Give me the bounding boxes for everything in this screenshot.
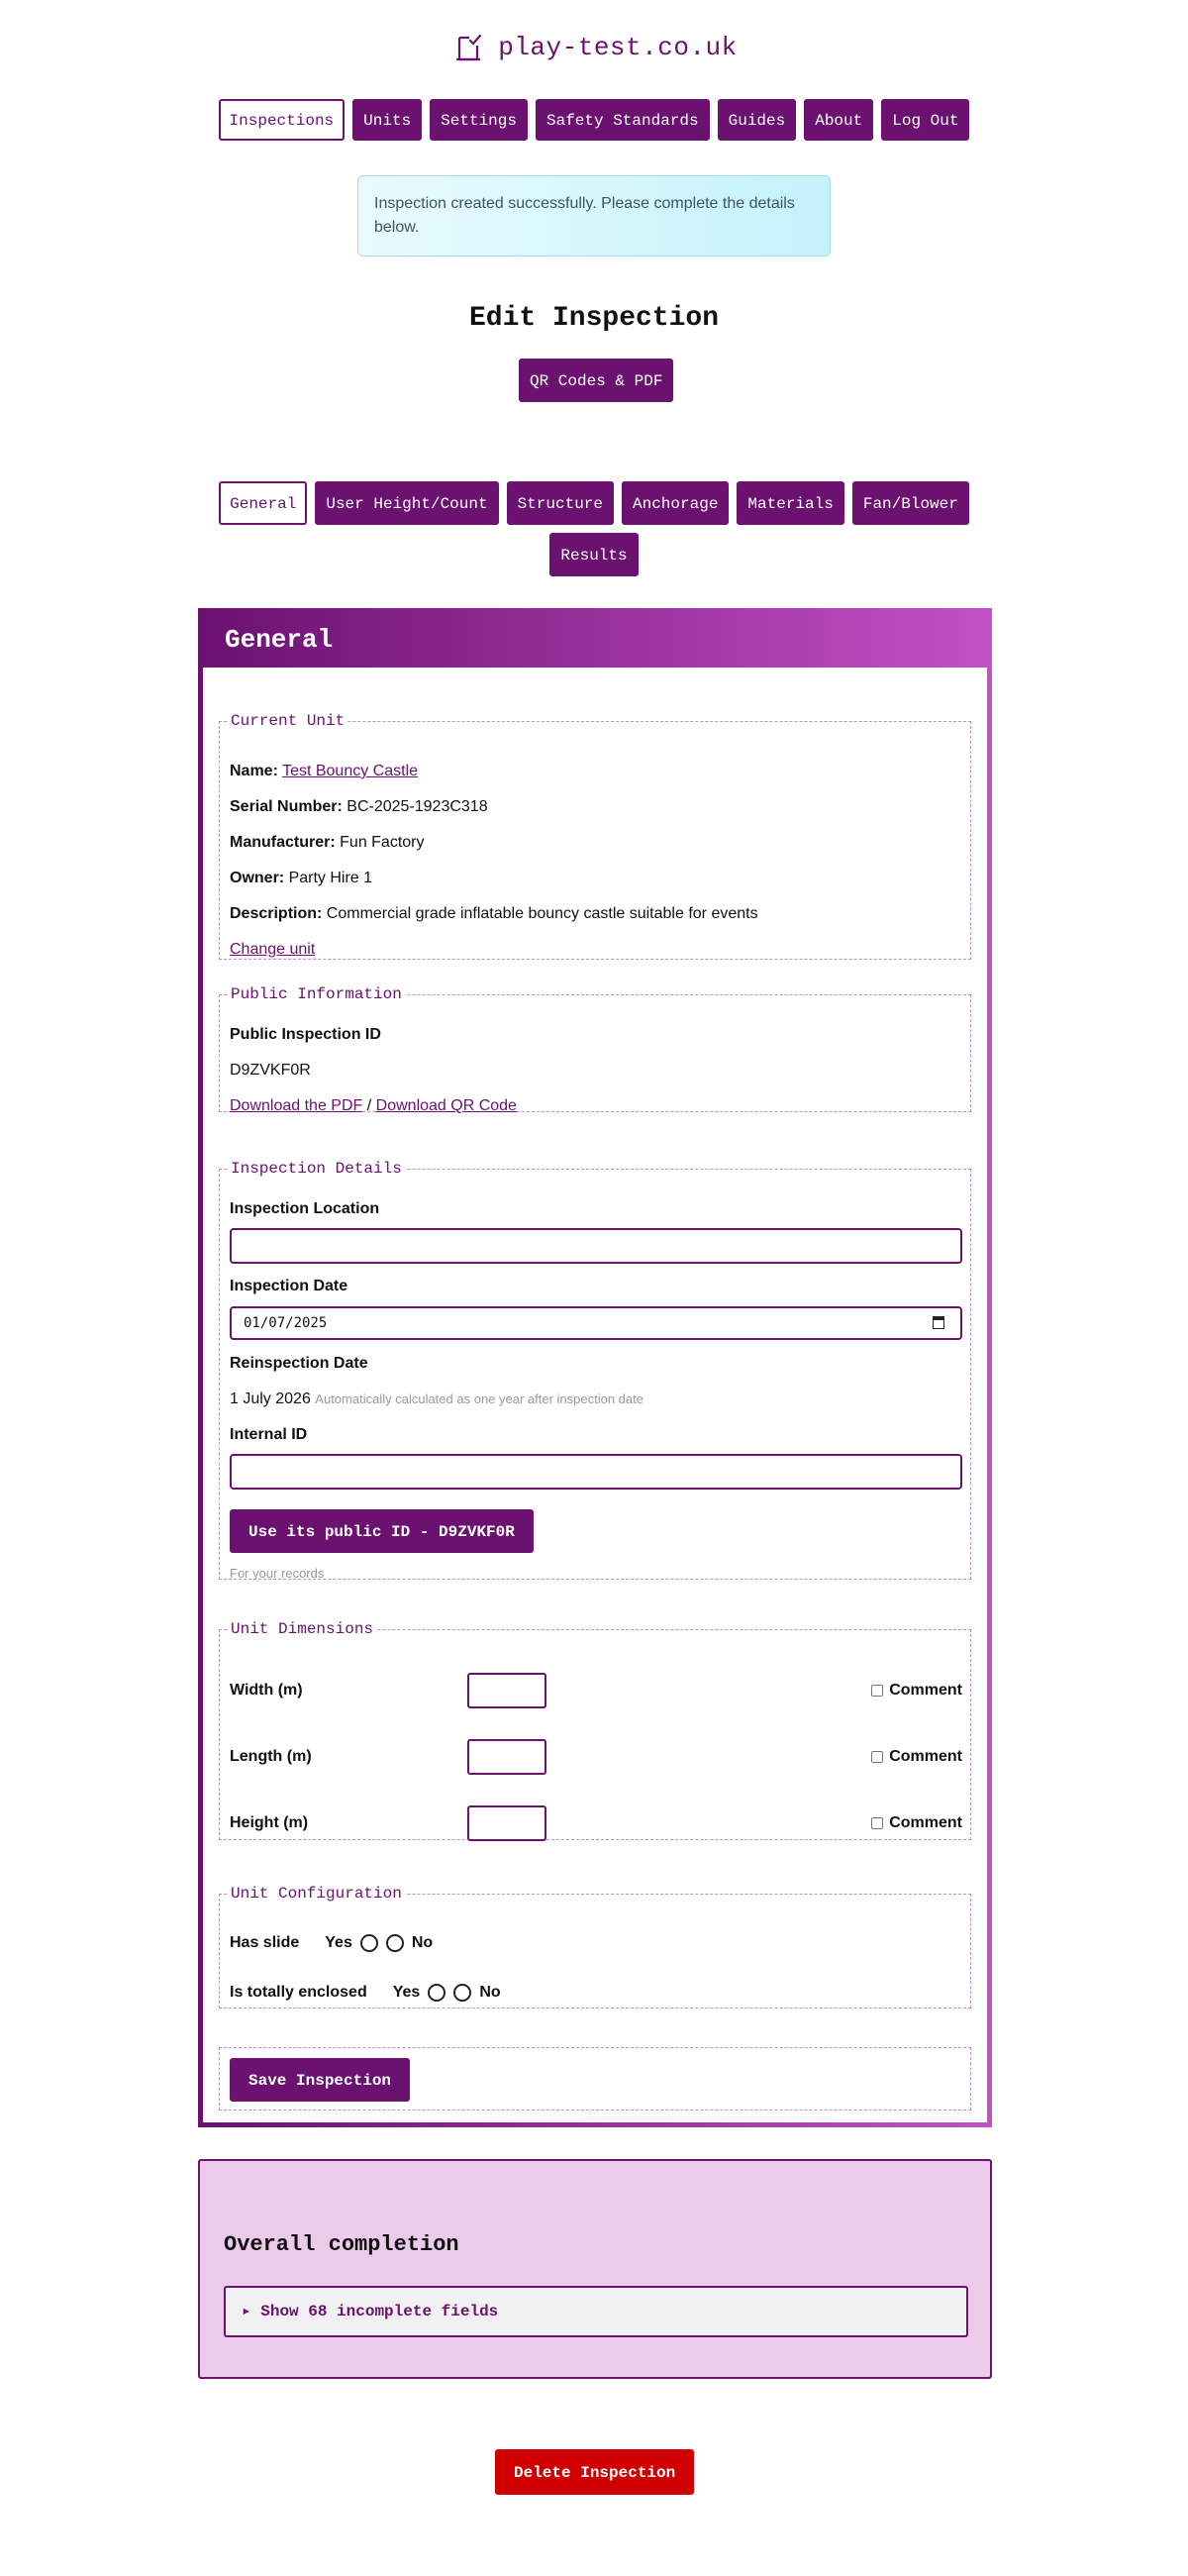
site-brand[interactable] — [0, 30, 1188, 65]
main-nav — [0, 99, 1188, 141]
tab-materials[interactable]: Materials — [737, 481, 843, 525]
serial-number-value: BC-2025-1923C318 — [346, 798, 488, 815]
current-unit-section — [219, 712, 971, 960]
overall-completion-title: Overall completion — [224, 2232, 459, 2257]
section-legend: Unit Configuration — [231, 1885, 402, 1903]
inspection-location-input[interactable] — [230, 1228, 962, 1264]
reinspection-hint: Automatically calculated as one year after inspection date — [315, 1391, 644, 1406]
tab-general[interactable]: General — [219, 481, 307, 525]
public-information-section — [219, 985, 971, 1112]
width-comment-toggle[interactable] — [871, 1682, 962, 1700]
comment-checkbox[interactable] — [871, 1751, 883, 1763]
owner-row — [230, 870, 372, 887]
has-slide-no-radio[interactable] — [386, 1934, 404, 1952]
yes-label: Yes — [392, 1984, 421, 2001]
tab-results[interactable]: Results — [549, 533, 638, 576]
overall-completion-panel — [198, 2159, 992, 2379]
comment-label: Comment — [889, 1748, 962, 1765]
length-row — [230, 1739, 962, 1775]
yes-label: Yes — [325, 1934, 352, 1951]
totally-enclosed-row — [230, 1984, 501, 2002]
length-label: Length (m) — [230, 1748, 312, 1765]
inspection-tabs — [0, 481, 1188, 525]
reinspection-date-row — [230, 1391, 644, 1408]
inspection-tabs-row2 — [0, 533, 1188, 576]
comment-label: Comment — [889, 1682, 962, 1699]
unit-name-row — [230, 763, 418, 780]
manufacturer-row — [230, 834, 425, 852]
description-row — [230, 905, 758, 923]
comment-checkbox[interactable] — [871, 1685, 883, 1697]
section-legend: Unit Dimensions — [231, 1620, 374, 1638]
records-hint: For your records — [230, 1566, 325, 1581]
unit-name-label: Name: — [230, 763, 278, 779]
save-section — [219, 2047, 971, 2111]
height-comment-toggle[interactable] — [871, 1814, 962, 1832]
totally-enclosed-no-radio[interactable] — [453, 1984, 471, 2002]
download-links-row — [230, 1097, 517, 1115]
description-label: Description: — [230, 905, 323, 922]
incomplete-fields-toggle[interactable]: ▸ Show 68 incomplete fields — [224, 2286, 968, 2337]
description-value: Commercial grade inflatable bouncy castle suitable for events — [326, 905, 758, 922]
nav-log-out[interactable]: Log Out — [881, 99, 969, 141]
clipboard-check-icon — [450, 30, 486, 65]
inspection-location-label: Inspection Location — [230, 1200, 380, 1217]
owner-value: Party Hire 1 — [288, 870, 373, 886]
change-unit-link[interactable]: Change unit — [230, 941, 316, 958]
calendar-icon[interactable] — [933, 1316, 944, 1329]
site-name: play-test.co.uk — [498, 33, 738, 62]
link-separator: / — [366, 1097, 372, 1114]
change-unit-row — [230, 941, 315, 959]
tab-anchorage[interactable]: Anchorage — [622, 481, 729, 525]
has-slide-yes-radio[interactable] — [360, 1934, 378, 1952]
section-legend: Public Information — [231, 985, 402, 1003]
inspection-date-value: 01/07/2025 — [244, 1315, 328, 1331]
flash-message: Inspection created successfully. Please complete the details below. — [357, 175, 831, 257]
comment-label: Comment — [889, 1814, 962, 1831]
height-input[interactable] — [467, 1805, 546, 1841]
delete-inspection-button[interactable]: Delete Inspection — [495, 2449, 694, 2495]
download-qr-code-link[interactable]: Download QR Code — [375, 1097, 517, 1114]
section-legend: Inspection Details — [231, 1160, 402, 1178]
no-label: No — [479, 1984, 501, 2001]
height-row — [230, 1805, 962, 1841]
nav-settings[interactable]: Settings — [430, 99, 528, 141]
panel-title: General — [202, 612, 988, 668]
public-id-value: D9ZVKF0R — [230, 1062, 311, 1079]
height-label: Height (m) — [230, 1814, 309, 1831]
length-input[interactable] — [467, 1739, 546, 1775]
manufacturer-label: Manufacturer: — [230, 834, 336, 851]
internal-id-label: Internal ID — [230, 1426, 308, 1443]
width-label: Width (m) — [230, 1682, 303, 1699]
totally-enclosed-yes-radio[interactable] — [428, 1984, 446, 2002]
nav-about[interactable]: About — [804, 99, 873, 141]
download-pdf-link[interactable]: Download the PDF — [230, 1097, 363, 1114]
qr-codes-pdf-button[interactable]: QR Codes & PDF — [519, 359, 673, 402]
save-inspection-button[interactable]: Save Inspection — [230, 2058, 410, 2102]
public-id-label-row — [230, 1026, 381, 1044]
width-row — [230, 1673, 962, 1708]
reinspection-date-value: 1 July 2026 — [230, 1391, 311, 1407]
nav-inspections[interactable]: Inspections — [219, 99, 346, 141]
unit-name-link[interactable]: Test Bouncy Castle — [282, 763, 419, 779]
unit-configuration-section — [219, 1885, 971, 2009]
no-label: No — [411, 1934, 434, 1951]
nav-units[interactable]: Units — [352, 99, 422, 141]
inspection-date-label: Inspection Date — [230, 1278, 348, 1294]
comment-checkbox[interactable] — [871, 1817, 883, 1829]
inspection-date-input[interactable] — [230, 1306, 962, 1340]
public-id-label: Public Inspection ID — [230, 1026, 381, 1043]
inspection-details-section — [219, 1160, 971, 1580]
tab-user-height-count[interactable]: User Height/Count — [315, 481, 498, 525]
length-comment-toggle[interactable] — [871, 1748, 962, 1766]
serial-number-label: Serial Number: — [230, 798, 343, 815]
tab-fan-blower[interactable]: Fan/Blower — [852, 481, 969, 525]
has-slide-row — [230, 1934, 433, 1952]
owner-label: Owner: — [230, 870, 285, 886]
manufacturer-value: Fun Factory — [340, 834, 425, 851]
tab-structure[interactable]: Structure — [507, 481, 614, 525]
serial-number-row — [230, 798, 488, 816]
reinspection-date-label: Reinspection Date — [230, 1355, 368, 1372]
general-panel — [198, 608, 992, 2127]
has-slide-label: Has slide — [230, 1934, 300, 1951]
nav-safety-standards[interactable]: Safety Standards — [536, 99, 710, 141]
use-public-id-button[interactable]: Use its public ID - D9ZVKF0R — [230, 1509, 534, 1553]
section-legend: Current Unit — [231, 712, 346, 730]
internal-id-input[interactable] — [230, 1454, 962, 1490]
totally-enclosed-label: Is totally enclosed — [230, 1984, 367, 2001]
nav-guides[interactable]: Guides — [718, 99, 797, 141]
unit-dimensions-section — [219, 1620, 971, 1840]
page-title: Edit Inspection — [468, 303, 720, 334]
width-input[interactable] — [467, 1673, 546, 1708]
